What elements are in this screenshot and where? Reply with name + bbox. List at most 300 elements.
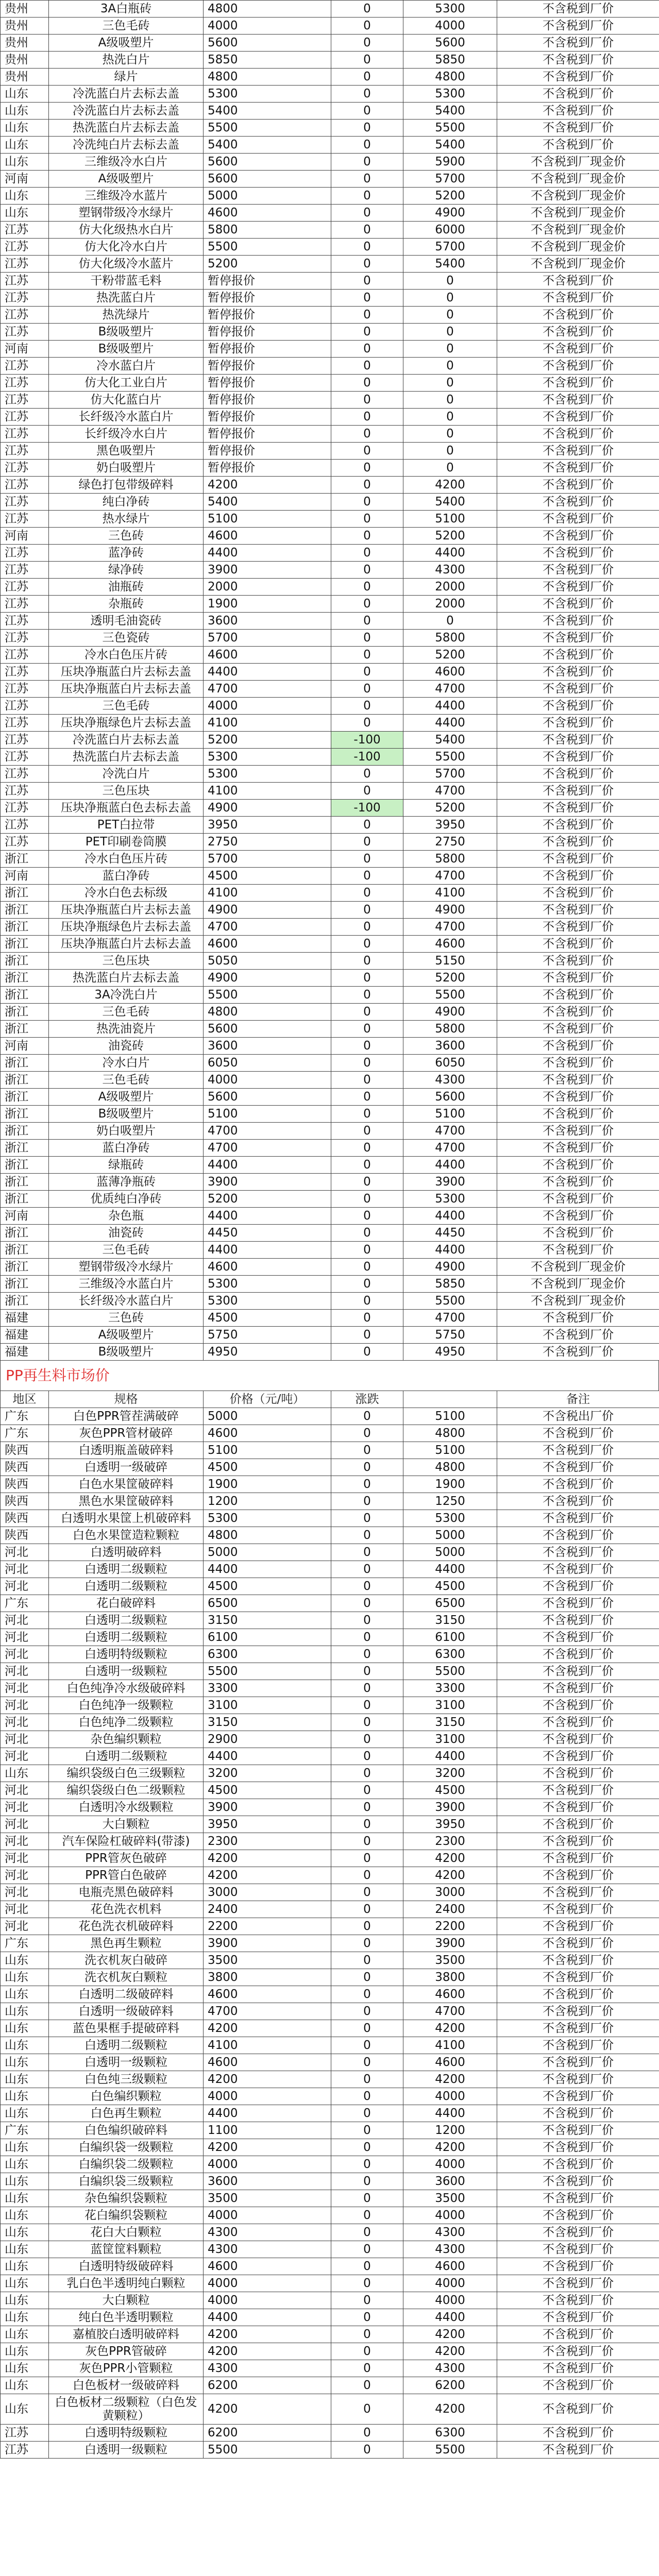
cell-region: 江苏 xyxy=(1,222,49,239)
table-row xyxy=(1,1816,659,1833)
cell-price: 3900 xyxy=(204,562,331,579)
cell-region: 山东 xyxy=(1,154,49,171)
cell-price: 3000 xyxy=(204,1884,331,1901)
cell-published-price: 5600 xyxy=(403,35,497,52)
table-row xyxy=(1,2207,659,2224)
cell-change: 0 xyxy=(331,1174,403,1191)
cell-published-price: 4200 xyxy=(403,1867,497,1884)
cell-region: 江苏 xyxy=(1,749,49,766)
cell-price: 1900 xyxy=(204,596,331,613)
cell-region: 江苏 xyxy=(1,698,49,715)
cell-spec: 冷水白色压片砖 xyxy=(49,851,204,868)
table-row xyxy=(1,1663,659,1680)
cell-spec: 三色毛砖 xyxy=(49,1242,204,1259)
cell-region: 河北 xyxy=(1,1629,49,1646)
table-row xyxy=(1,970,659,987)
cell-published-price: 6050 xyxy=(403,1055,497,1072)
cell-region: 广东 xyxy=(1,1425,49,1442)
cell-note: 不含税到厂价 xyxy=(497,1327,659,1344)
table-row xyxy=(1,2425,659,2442)
cell-note: 不含税到厂价 xyxy=(497,1731,659,1748)
cell-price: 4000 xyxy=(204,2292,331,2309)
cell-spec: 仿大化工业白片 xyxy=(49,375,204,392)
cell-note: 不含税到厂价 xyxy=(497,1140,659,1157)
cell-published-price: 3500 xyxy=(403,1952,497,1969)
cell-spec: 白编织袋三级颗粒 xyxy=(49,2173,204,2190)
cell-change: 0 xyxy=(331,426,403,443)
cell-spec: 塑钢带级冷水绿片 xyxy=(49,205,204,222)
cell-spec: 编织袋级白色二级颗粒 xyxy=(49,1782,204,1799)
cell-price: 5100 xyxy=(204,1442,331,1459)
cell-price: 4200 xyxy=(204,2326,331,2343)
cell-published-price: 5200 xyxy=(403,970,497,987)
cell-note: 不含税到厂现金价 xyxy=(497,154,659,171)
cell-price: 4700 xyxy=(204,2003,331,2020)
table-row xyxy=(1,1833,659,1850)
cell-change: 0 xyxy=(331,1327,403,1344)
table-row xyxy=(1,630,659,647)
cell-change: 0 xyxy=(331,1731,403,1748)
cell-price: 4500 xyxy=(204,1782,331,1799)
cell-region: 江苏 xyxy=(1,273,49,290)
cell-price: 6100 xyxy=(204,1629,331,1646)
cell-note: 不含税到厂价 xyxy=(497,1225,659,1242)
cell-region: 山东 xyxy=(1,2275,49,2292)
table-row xyxy=(1,2394,659,2425)
table-row xyxy=(1,1310,659,1327)
cell-spec: 蓝净砖 xyxy=(49,545,204,562)
cell-price: 暂停报价 xyxy=(204,273,331,290)
cell-price: 4300 xyxy=(204,2224,331,2241)
cell-spec: 白透明一级颗粒 xyxy=(49,2054,204,2071)
cell-published-price: 5100 xyxy=(403,1106,497,1123)
cell-region: 山东 xyxy=(1,2343,49,2360)
cell-published-price: 3300 xyxy=(403,1680,497,1697)
cell-spec: 三色毛砖 xyxy=(49,1004,204,1021)
cell-note: 不含税到厂价 xyxy=(497,2326,659,2343)
cell-note: 不含税到厂价 xyxy=(497,1208,659,1225)
cell-published-price: 4600 xyxy=(403,2054,497,2071)
cell-note: 不含税到厂价 xyxy=(497,2122,659,2139)
cell-change: 0 xyxy=(331,1510,403,1527)
cell-region: 浙江 xyxy=(1,1174,49,1191)
cell-region: 江苏 xyxy=(1,545,49,562)
cell-change: 0 xyxy=(331,239,403,256)
cell-published-price: 5700 xyxy=(403,239,497,256)
cell-published-price: 3950 xyxy=(403,817,497,834)
cell-price: 5200 xyxy=(204,1191,331,1208)
cell-change: 0 xyxy=(331,766,403,783)
cell-note: 不含税到厂现金价 xyxy=(497,239,659,256)
cell-spec: 白编织袋二级颗粒 xyxy=(49,2156,204,2173)
table-row xyxy=(1,307,659,324)
table-row xyxy=(1,1089,659,1106)
cell-published-price: 0 xyxy=(403,273,497,290)
cell-spec: 油瓷砖 xyxy=(49,1225,204,1242)
cell-published-price: 4900 xyxy=(403,1004,497,1021)
cell-published-price: 4800 xyxy=(403,69,497,86)
cell-published-price: 5200 xyxy=(403,528,497,545)
cell-region: 江苏 xyxy=(1,664,49,681)
cell-price: 4400 xyxy=(204,1242,331,1259)
table-row xyxy=(1,613,659,630)
cell-published-price: 1900 xyxy=(403,1476,497,1493)
table-row xyxy=(1,681,659,698)
cell-change: 0 xyxy=(331,1595,403,1612)
cell-spec: 长纤级冷水白片 xyxy=(49,426,204,443)
cell-change: 0 xyxy=(331,2309,403,2326)
cell-change: 0 xyxy=(331,1782,403,1799)
cell-spec: 蓝色果框手提破碎料 xyxy=(49,2020,204,2037)
table-row xyxy=(1,341,659,358)
cell-change: 0 xyxy=(331,868,403,885)
cell-note: 不含税到厂价 xyxy=(497,885,659,902)
table-row xyxy=(1,1021,659,1038)
cell-published-price: 4700 xyxy=(403,2003,497,2020)
cell-note: 不含税到厂价 xyxy=(497,1459,659,1476)
cell-region: 浙江 xyxy=(1,1021,49,1038)
cell-published-price: 3000 xyxy=(403,1884,497,1901)
cell-spec: 白透明特级破碎料 xyxy=(49,2258,204,2275)
cell-region: 陕西 xyxy=(1,1442,49,1459)
table-row xyxy=(1,715,659,732)
cell-note: 不含税到厂价 xyxy=(497,1935,659,1952)
cell-price: 6300 xyxy=(204,1646,331,1663)
cell-note: 不含税到厂价 xyxy=(497,2207,659,2224)
cell-spec: 冷水蓝白片 xyxy=(49,358,204,375)
table-row xyxy=(1,885,659,902)
cell-note: 不含税到厂价 xyxy=(497,681,659,698)
cell-region: 浙江 xyxy=(1,1004,49,1021)
cell-note: 不含税到厂现金价 xyxy=(497,171,659,188)
cell-note: 不含税到厂现金价 xyxy=(497,1276,659,1293)
cell-published-price: 5300 xyxy=(403,1510,497,1527)
cell-note: 不含税到厂现金价 xyxy=(497,205,659,222)
cell-spec: 白色纯净一级颗粒 xyxy=(49,1697,204,1714)
cell-note: 不含税到厂价 xyxy=(497,1527,659,1544)
cell-price: 4200 xyxy=(204,2394,331,2425)
cell-price: 4950 xyxy=(204,1344,331,1361)
cell-change: 0 xyxy=(331,834,403,851)
cell-spec: 纯白净砖 xyxy=(49,494,204,511)
header-note: 备注 xyxy=(497,1391,659,1408)
cell-change: 0 xyxy=(331,1765,403,1782)
cell-note: 不含税到厂价 xyxy=(497,2309,659,2326)
cell-published-price: 4400 xyxy=(403,698,497,715)
cell-published-price: 5600 xyxy=(403,1089,497,1106)
cell-change: 0 xyxy=(331,18,403,35)
cell-spec: 花色洗衣机破碎料 xyxy=(49,1918,204,1935)
cell-spec: 白透明冷水级颗粒 xyxy=(49,1799,204,1816)
cell-price: 5100 xyxy=(204,1106,331,1123)
cell-region: 浙江 xyxy=(1,1225,49,1242)
table-row xyxy=(1,1731,659,1748)
cell-published-price: 4000 xyxy=(403,2156,497,2173)
cell-price: 4200 xyxy=(204,2071,331,2088)
cell-published-price: 5400 xyxy=(403,732,497,749)
cell-published-price: 4600 xyxy=(403,2258,497,2275)
table-row xyxy=(1,1884,659,1901)
table-row xyxy=(1,851,659,868)
cell-note: 不含税到厂现金价 xyxy=(497,1293,659,1310)
cell-note: 不含税到厂价 xyxy=(497,1884,659,1901)
cell-region: 福建 xyxy=(1,1310,49,1327)
table-row xyxy=(1,1208,659,1225)
cell-region: 浙江 xyxy=(1,1106,49,1123)
cell-price: 4100 xyxy=(204,2037,331,2054)
cell-region: 江苏 xyxy=(1,239,49,256)
cell-price: 4900 xyxy=(204,902,331,919)
cell-change: 0 xyxy=(331,2360,403,2377)
cell-note: 不含税到厂价 xyxy=(497,1833,659,1850)
table-row xyxy=(1,647,659,664)
cell-spec: 仿大化蓝白片 xyxy=(49,392,204,409)
table-row xyxy=(1,375,659,392)
cell-change: 0 xyxy=(331,188,403,205)
cell-region: 陕西 xyxy=(1,1459,49,1476)
cell-change: 0 xyxy=(331,1680,403,1697)
cell-spec: 热洗油瓷片 xyxy=(49,1021,204,1038)
cell-note: 不含税到厂价 xyxy=(497,1748,659,1765)
cell-price: 4400 xyxy=(204,1561,331,1578)
cell-spec: 干粉带蓝毛料 xyxy=(49,273,204,290)
cell-change: 0 xyxy=(331,2343,403,2360)
table-row xyxy=(1,35,659,52)
cell-region: 河北 xyxy=(1,1612,49,1629)
cell-published-price: 5100 xyxy=(403,1442,497,1459)
cell-published-price: 3900 xyxy=(403,1935,497,1952)
cell-published-price: 4300 xyxy=(403,1072,497,1089)
cell-published-price: 5700 xyxy=(403,766,497,783)
table-row xyxy=(1,222,659,239)
cell-note: 不含税到厂价 xyxy=(497,1612,659,1629)
cell-change: 0 xyxy=(331,2173,403,2190)
cell-spec: 白透明二级颗粒 xyxy=(49,1629,204,1646)
cell-change: 0 xyxy=(331,103,403,120)
cell-spec: 三色砖 xyxy=(49,528,204,545)
cell-published-price: 4700 xyxy=(403,1123,497,1140)
table-row xyxy=(1,1174,659,1191)
cell-region: 山东 xyxy=(1,1952,49,1969)
cell-note: 不含税到厂价 xyxy=(497,987,659,1004)
cell-region: 山东 xyxy=(1,120,49,137)
table-row xyxy=(1,1969,659,1986)
cell-change: 0 xyxy=(331,1293,403,1310)
cell-price: 暂停报价 xyxy=(204,443,331,460)
cell-spec: 绿净砖 xyxy=(49,562,204,579)
table-row xyxy=(1,1123,659,1140)
table-row xyxy=(1,1225,659,1242)
cell-price: 4800 xyxy=(204,1004,331,1021)
cell-published-price: 4700 xyxy=(403,681,497,698)
table-row xyxy=(1,732,659,749)
cell-published-price: 3500 xyxy=(403,2190,497,2207)
cell-published-price: 4000 xyxy=(403,2088,497,2105)
cell-price: 4800 xyxy=(204,1,331,18)
pp-section-title: PP再生料市场价 xyxy=(0,1361,659,1391)
cell-spec: 嘉植胶白透明破碎料 xyxy=(49,2326,204,2343)
cell-change: 0 xyxy=(331,171,403,188)
table-row xyxy=(1,171,659,188)
cell-region: 江苏 xyxy=(1,647,49,664)
cell-price: 暂停报价 xyxy=(204,460,331,477)
cell-note: 不含税到厂价 xyxy=(497,970,659,987)
cell-region: 浙江 xyxy=(1,1293,49,1310)
cell-price: 5850 xyxy=(204,52,331,69)
cell-spec: 灰色PPR管材破碎 xyxy=(49,1425,204,1442)
cell-price: 5200 xyxy=(204,256,331,273)
cell-region: 江苏 xyxy=(1,307,49,324)
table-row xyxy=(1,545,659,562)
cell-price: 4500 xyxy=(204,1459,331,1476)
cell-price: 4000 xyxy=(204,2088,331,2105)
cell-published-price: 5000 xyxy=(403,1544,497,1561)
cell-region: 江苏 xyxy=(1,511,49,528)
cell-region: 陕西 xyxy=(1,1510,49,1527)
cell-change: 0 xyxy=(331,1816,403,1833)
table-row xyxy=(1,987,659,1004)
cell-region: 陕西 xyxy=(1,1476,49,1493)
table-row xyxy=(1,1157,659,1174)
cell-price: 5050 xyxy=(204,953,331,970)
cell-note: 不含税到厂价 xyxy=(497,1191,659,1208)
table-row xyxy=(1,936,659,953)
cell-note: 不含税到厂价 xyxy=(497,1986,659,2003)
cell-change: 0 xyxy=(331,1004,403,1021)
table-row xyxy=(1,2173,659,2190)
cell-spec: 白色再生颗粒 xyxy=(49,2105,204,2122)
cell-change: 0 xyxy=(331,392,403,409)
cell-published-price: 5400 xyxy=(403,103,497,120)
cell-note: 不含税到厂价 xyxy=(497,664,659,681)
cell-change: 0 xyxy=(331,2258,403,2275)
cell-change: 0 xyxy=(331,1799,403,1816)
cell-change: 0 xyxy=(331,1,403,18)
cell-change: 0 xyxy=(331,562,403,579)
cell-change: 0 xyxy=(331,953,403,970)
cell-note: 不含税到厂价 xyxy=(497,1174,659,1191)
cell-note: 不含税到厂价 xyxy=(497,1,659,18)
cell-region: 江苏 xyxy=(1,834,49,851)
cell-spec: 黑色再生颗粒 xyxy=(49,1935,204,1952)
cell-spec: 压块净瓶蓝白片去标去盖 xyxy=(49,902,204,919)
cell-region: 山东 xyxy=(1,2088,49,2105)
cell-spec: 三色瓷砖 xyxy=(49,630,204,647)
cell-region: 河北 xyxy=(1,1884,49,1901)
table-row xyxy=(1,749,659,766)
cell-price: 5400 xyxy=(204,494,331,511)
cell-spec: 冷水白色去标级 xyxy=(49,885,204,902)
cell-spec: 蓝筐筐料颗粒 xyxy=(49,2241,204,2258)
table-row xyxy=(1,477,659,494)
pe-table-body xyxy=(1,1,659,1361)
cell-price: 3200 xyxy=(204,1765,331,1782)
cell-note: 不含税到厂价 xyxy=(497,2224,659,2241)
cell-region: 江苏 xyxy=(1,2425,49,2442)
cell-published-price: 5800 xyxy=(403,851,497,868)
cell-price: 2400 xyxy=(204,1901,331,1918)
cell-change: 0 xyxy=(331,86,403,103)
cell-note: 不含税到厂价 xyxy=(497,2037,659,2054)
table-row xyxy=(1,1191,659,1208)
cell-price: 4000 xyxy=(204,18,331,35)
cell-change: 0 xyxy=(331,1310,403,1327)
cell-published-price: 4700 xyxy=(403,1310,497,1327)
cell-change: 0 xyxy=(331,1055,403,1072)
cell-change: 0 xyxy=(331,902,403,919)
cell-published-price: 5800 xyxy=(403,630,497,647)
table-row xyxy=(1,596,659,613)
cell-spec: 白透明一级破碎料 xyxy=(49,2003,204,2020)
cell-price: 2000 xyxy=(204,579,331,596)
table-row xyxy=(1,528,659,545)
cell-price: 3900 xyxy=(204,1799,331,1816)
cell-change: 0 xyxy=(331,2190,403,2207)
cell-change: 0 xyxy=(331,273,403,290)
cell-published-price: 4100 xyxy=(403,2037,497,2054)
cell-note: 不含税到厂价 xyxy=(497,1310,659,1327)
table-row xyxy=(1,1493,659,1510)
cell-spec: PPR管白色破碎 xyxy=(49,1867,204,1884)
cell-region: 江苏 xyxy=(1,562,49,579)
table-row xyxy=(1,2020,659,2037)
cell-region: 浙江 xyxy=(1,851,49,868)
cell-price: 4400 xyxy=(204,2309,331,2326)
table-row xyxy=(1,1595,659,1612)
cell-price: 3800 xyxy=(204,1969,331,1986)
cell-region: 江苏 xyxy=(1,392,49,409)
cell-published-price: 4400 xyxy=(403,715,497,732)
cell-change: 0 xyxy=(331,120,403,137)
table-row xyxy=(1,2003,659,2020)
cell-change: 0 xyxy=(331,664,403,681)
table-row xyxy=(1,409,659,426)
cell-region: 山东 xyxy=(1,2139,49,2156)
cell-price: 暂停报价 xyxy=(204,392,331,409)
cell-price: 5300 xyxy=(204,1510,331,1527)
cell-published-price: 1250 xyxy=(403,1493,497,1510)
cell-spec: 压块净瓶绿色片去标去盖 xyxy=(49,919,204,936)
cell-price: 4700 xyxy=(204,1123,331,1140)
cell-region: 江苏 xyxy=(1,596,49,613)
table-row xyxy=(1,1612,659,1629)
cell-published-price: 0 xyxy=(403,358,497,375)
cell-change: 0 xyxy=(331,1089,403,1106)
cell-region: 河南 xyxy=(1,171,49,188)
cell-spec: 大白颗粒 xyxy=(49,2292,204,2309)
cell-price: 4500 xyxy=(204,1310,331,1327)
cell-price: 4400 xyxy=(204,664,331,681)
cell-region: 江苏 xyxy=(1,426,49,443)
cell-region: 山东 xyxy=(1,137,49,154)
cell-published-price: 4200 xyxy=(403,2139,497,2156)
cell-change: 0 xyxy=(331,1969,403,1986)
table-row xyxy=(1,1459,659,1476)
cell-published-price: 4500 xyxy=(403,1578,497,1595)
cell-note: 不含税到厂价 xyxy=(497,579,659,596)
cell-region: 浙江 xyxy=(1,987,49,1004)
table-row xyxy=(1,868,659,885)
cell-change: 0 xyxy=(331,2156,403,2173)
table-row xyxy=(1,1935,659,1952)
table-row xyxy=(1,52,659,69)
cell-region: 山东 xyxy=(1,103,49,120)
cell-published-price: 2300 xyxy=(403,1833,497,1850)
cell-spec: 白色纯三级颗粒 xyxy=(49,2071,204,2088)
cell-change: 0 xyxy=(331,2037,403,2054)
cell-price: 5000 xyxy=(204,1544,331,1561)
cell-region: 河北 xyxy=(1,1918,49,1935)
